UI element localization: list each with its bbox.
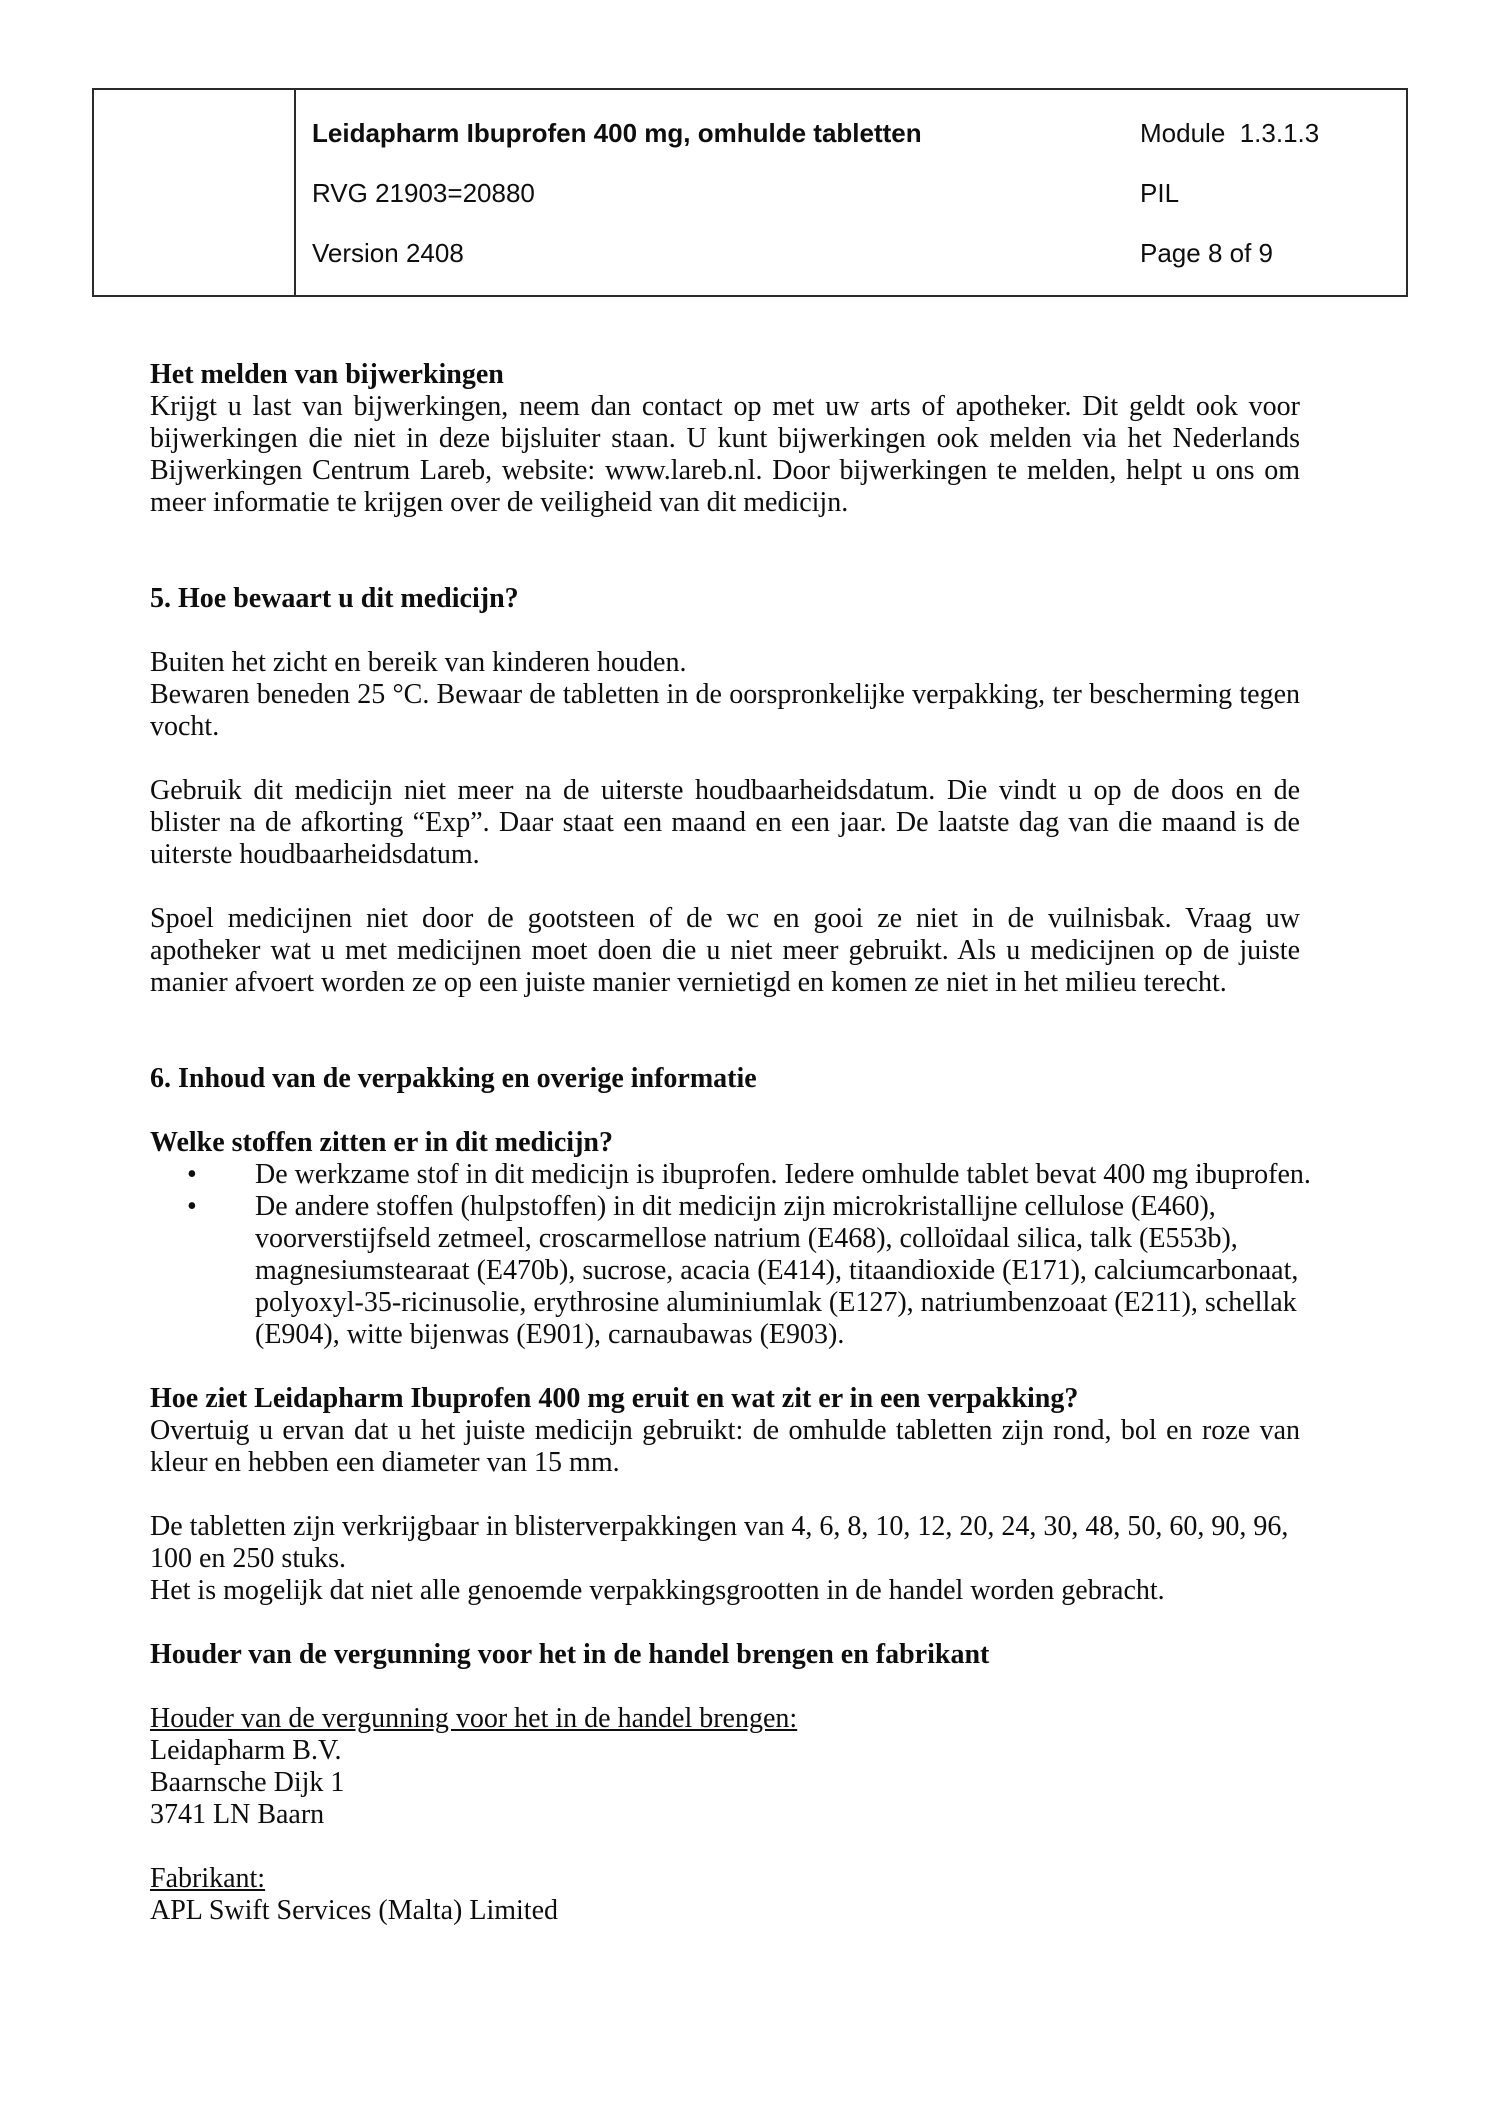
header-table-info-cell — [296, 90, 1406, 295]
text-line: uiterste houdbaarheidsdatum. — [150, 839, 480, 870]
license-holder-label — [150, 1703, 1300, 1735]
spacer — [150, 999, 1300, 1063]
version-label: Version 2408 — [312, 238, 464, 268]
spacer — [150, 519, 1300, 583]
section-heading-reporting: Het melden van bijwerkingen — [150, 359, 504, 390]
underlined-label: Fabrikant: — [150, 1863, 266, 1894]
text-line: polyoxyl-35-ricinusolie, erythrosine aluminiumlak (E127), natriumbenzoaat (E211), schellak — [255, 1287, 1297, 1318]
spacer — [150, 1831, 1300, 1863]
text-line: apotheker wat u met medicijnen moet doen die u niet meer gebruikt. Als u medicijnen op de juiste — [150, 935, 1300, 966]
text-line: (E904), witte bijenwas (E901), carnaubawas (E903). — [255, 1319, 845, 1350]
text-line: Het is mogelijk dat niet alle genoemde verpakkingsgrootten in de handel worden gebracht. — [150, 1575, 1165, 1606]
page-number: Page 8 of 9 — [1140, 238, 1273, 268]
spacer — [150, 871, 1300, 903]
list-item — [150, 1191, 1300, 1351]
text-line: magnesiumstearaat (E470b), sucrose, acacia (E414), titaandioxide (E171), calciumcarbonaat, — [255, 1255, 1299, 1286]
text-line: Spoel medicijnen niet door de gootsteen of de wc en gooi ze niet in de vuilnisbak. Vraag uw — [150, 903, 1300, 934]
section-heading-storage: 5. Hoe bewaart u dit medicijn? — [150, 583, 519, 614]
spacer — [150, 615, 1300, 647]
module-number: Module 1.3.1.3 — [1140, 118, 1320, 148]
spacer — [150, 743, 1300, 775]
text-line: De andere stoffen (hulpstoffen) in dit medicijn zijn microkristallijne cellulose (E460), — [255, 1191, 1216, 1222]
text-line: Overtuig u ervan dat u het juiste medicijn gebruikt: de omhulde tabletten zijn rond, bol en roze van — [150, 1415, 1300, 1446]
section-heading-license: Houder van de vergunning voor het in de handel brengen en fabrikant — [150, 1639, 990, 1670]
subheading-appearance: Hoe ziet Leidapharm Ibuprofen 400 mg eruit en wat zit er in een verpakking? — [150, 1383, 1079, 1414]
product-title: Leidapharm Ibuprofen 400 mg, omhulde tabletten — [312, 118, 922, 148]
header-table — [92, 88, 1408, 297]
text-line: De werkzame stof in dit medicijn is ibuprofen. Iedere omhulde tablet bevat 400 mg ibuprofen. — [255, 1159, 1311, 1190]
bullet-icon: • — [187, 1159, 197, 1190]
spacer — [150, 1351, 1300, 1383]
spacer — [150, 1607, 1300, 1639]
text-line: Gebruik dit medicijn niet meer na de uiterste houdbaarheidsdatum. Die vindt u op de doos en de — [150, 775, 1300, 806]
section-heading-contents: 6. Inhoud van de verpakking en overige informatie — [150, 1063, 757, 1094]
text-line: Bijwerkingen Centrum Lareb, website: www.lareb.nl. Door bijwerkingen te melden, helpt u ons om — [150, 455, 1300, 486]
document-body — [150, 359, 1311, 1927]
subheading-substances: Welke stoffen zitten er in dit medicijn? — [150, 1127, 613, 1158]
text-line: 100 en 250 stuks. — [150, 1543, 346, 1574]
text-line: Buiten het zicht en bereik van kinderen houden. — [150, 647, 687, 678]
text-line: manier afvoert worden ze op een juiste manier vernietigd en komen ze niet in het milieu terecht. — [150, 967, 1227, 998]
text-line: bijwerkingen die niet in deze bijsluiter staan. U kunt bijwerkingen ook melden via het Nederlands — [150, 423, 1300, 454]
text-line: meer informatie te krijgen over de veiligheid van dit medicijn. — [150, 487, 849, 518]
text-line: APL Swift Services (Malta) Limited — [150, 1895, 558, 1926]
document-type: PIL — [1140, 178, 1180, 208]
spacer — [150, 1671, 1300, 1703]
rvg-number: RVG 21903=20880 — [312, 178, 535, 208]
spacer — [150, 1479, 1300, 1511]
text-line: Krijgt u last van bijwerkingen, neem dan contact op met uw arts of apotheker. Dit geldt ook voor — [150, 391, 1300, 422]
list-item — [150, 1159, 1311, 1191]
text-line: voorverstijfseld zetmeel, croscarmellose natrium (E468), colloïdaal silica, talk (E553b), — [255, 1223, 1238, 1254]
text-line: Bewaren beneden 25 °C. Bewaar de tabletten in de oorspronkelijke verpakking, ter bescherming tegen — [150, 679, 1300, 710]
manufacturer-label — [150, 1863, 1300, 1895]
text-line: vocht. — [150, 711, 220, 742]
bullet-icon: • — [187, 1191, 197, 1222]
text-line: Leidapharm B.V. — [150, 1735, 342, 1766]
text-line: Baarnsche Dijk 1 — [150, 1767, 345, 1798]
text-line: De tabletten zijn verkrijgbaar in blisterverpakkingen van 4, 6, 8, 10, 12, 20, 24, 30, 48, 50, 60, 90, 96, — [150, 1511, 1289, 1542]
underlined-label: Houder van de vergunning voor het in de handel brengen: — [150, 1703, 798, 1734]
header-table-empty-cell — [94, 90, 296, 295]
text-line: 3741 LN Baarn — [150, 1799, 325, 1830]
spacer — [150, 1095, 1300, 1127]
text-line: kleur en hebben een diameter van 15 mm. — [150, 1447, 620, 1478]
text-line: blister na de afkorting “Exp”. Daar staat een maand en een jaar. De laatste dag van die maand is de — [150, 807, 1300, 838]
